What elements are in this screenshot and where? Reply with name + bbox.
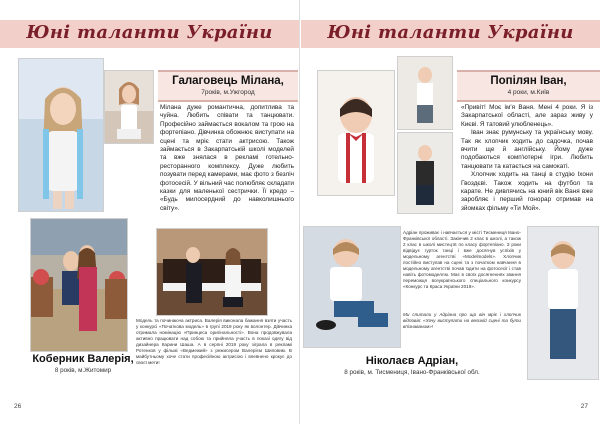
page-number: 26 bbox=[14, 403, 22, 410]
caption-subtitle: 8 років, м.Житомир bbox=[54, 367, 112, 374]
profile-name: Галаговець Мілана, bbox=[172, 75, 284, 87]
profile-text-ivan-2: Іван знає румунську та українську мову. Так як хлопчик ходить до садочка, почав вчити ще й англійську. Йому дуже подобаються комп'ютерні ігри. Любить танцювати та катається на самокаті. bbox=[461, 129, 593, 170]
header-banner bbox=[0, 20, 299, 48]
profile-subtitle: 7років, м.Ужгород bbox=[201, 89, 255, 96]
name-box-ivan bbox=[457, 70, 600, 102]
profile-name: Попілян Іван, bbox=[490, 75, 567, 87]
photo-piano-kids bbox=[156, 228, 268, 316]
right-page bbox=[301, 0, 600, 424]
profile-text-ivan-1: «Привіт! Моє ім'я Ваня. Мені 4 роки. Я із Закарпатської області, але зараз живу у Києві. Я татовий улюбленець». bbox=[461, 104, 593, 128]
profile-quote-adrian: Ми спитали у Адріана про що він мріє і хлопчик відповів: «Хочу виступати на великій сцені та бути впізнаваним»! bbox=[403, 312, 521, 329]
name-box-milana bbox=[158, 70, 298, 102]
caption-name: Ніколаєв Адріан, bbox=[365, 355, 459, 367]
header-banner bbox=[301, 20, 600, 48]
profile-text-ivan-3: Хлопчик ходить на танці в студію Іхони Гвоздєві. Також ходить на футбол та карате. Не дивлячись на юний вік Ваня вже заробляє і перший гонорар отримав на зйомках фільму «Ти Мой». bbox=[461, 171, 593, 212]
caption-name: Коберник Валерія, bbox=[32, 353, 134, 365]
caption-valeriya bbox=[20, 352, 146, 375]
photo-adrian-second bbox=[527, 226, 599, 380]
photo-valeriya-main bbox=[30, 218, 128, 352]
page-header-title: Юні таланти України bbox=[26, 22, 273, 43]
photo-milana-main bbox=[18, 58, 104, 212]
profile-subtitle: 4 роки, м.Київ bbox=[507, 89, 550, 96]
photo-ivan-second bbox=[397, 56, 453, 130]
caption-adrian bbox=[301, 354, 523, 377]
profile-text-milana: Мілана дуже романтична, допитлива та чуйна. Любить співати та танцювати. Професійно займається вокалом та грою на фортепіано. Дівчинка обожнює виступати на сцені та мріє стати актрисою. Також займається в Закарпатській школі моделей та вже знялася в рекламі готельно-ресторанного комплексу. Дуже любить позувати перед камерами, має фото з безліч фотосесій. У вільний час полюбляє складати казки для маленької сестрички. Її кредо – «Будь милосердний до навколишнього світу». bbox=[160, 104, 294, 212]
profile-text-adrian: Адріан проживає і навчається у місті Тисмениця Івано-Франківської області. Закінчив 2 клас в школі, а також 2 клас в школі мистецтв по класу фортепіано. З роки відвідує гурток танці і вже досягнув успіхів у модельному агентстві «Modelmodels». Хлопчик постійно виступав на сцені та з початком навчання в модельному агентстві почав їздити на фотосесії і став навіть фотомоделлю. Має в своїх досягненнях звання переможця всеукраїнського спеціального конкурсу «Конкурс та Краса України 2019». bbox=[403, 230, 521, 289]
page-header-title: Юні таланти України bbox=[327, 22, 574, 43]
photo-milana-second bbox=[104, 70, 154, 144]
photo-ivan-third bbox=[397, 132, 453, 214]
page-number: 27 bbox=[580, 403, 588, 410]
photo-adrian-main bbox=[303, 226, 401, 348]
photo-ivan-main bbox=[317, 70, 395, 196]
profile-text-ivan bbox=[461, 104, 593, 213]
caption-subtitle: 8 років, м. Тисмениця, Івано-Франківської обл. bbox=[344, 369, 480, 376]
profile-text-valeriya: Модель та починаюча актриса. Валерія виконала бажання взяти участь у конкурсі «Початкова модель» в групі 2019 року як волонтер. Дівчинка отримала номінацію «Принцеса оригінальності». Вона продовжувала активно працювати над собою та прийняла участь в показі одягу від дизайнера Карини Шаша. А в серпні 2019 року зіграла в рекламі Ротенков у фільмі «Ведмежий» з режисером Валерієм Шиповим. В майбутньому хоче стати професійною актрисою і впевнено крокує до своєї мети! bbox=[136, 318, 292, 365]
